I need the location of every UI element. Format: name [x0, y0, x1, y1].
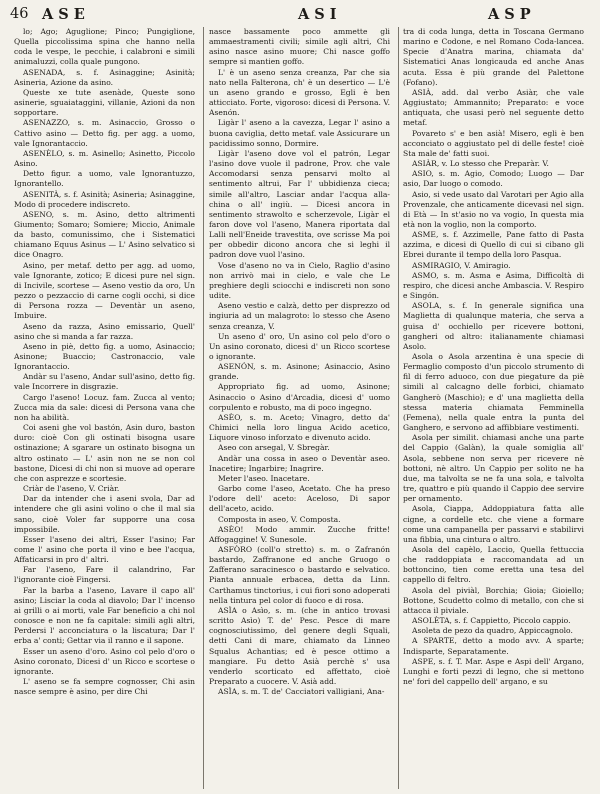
dictionary-entry: Un aseno d' oro, Un asino col pelo d'oro o Un asino coronato, dicesi d' un Ricco scortese o ignorante. — [209, 331, 390, 361]
dictionary-entry: Asola del capèlo, Laccio, Quella fettuccia che raddoppiata e raccomandata ad un bottoncino, tien come eretta una tesa del cappello di feltro. — [403, 544, 584, 585]
dictionary-entry: Povareto s' e ben asià! Misero, egli è ben acconciato o aggiustato pel di delle feste! cioè Sta male de' fatti suoi. — [403, 128, 584, 158]
dictionary-entry: Far la barba a l'aseno, Lavare il capo all' asino; Lisciar la coda al diavolo; Dar l' incenso ai grilli o ai morti, vale Far beneficio a chi nol conosce e non ne fa capitale: simili agli altri, Perdersi l' acconciatura o la liscatura; Dar l' erba a' conti; Gettar via il ranno e il sapone. — [14, 585, 195, 646]
dictionary-entry: Andàr una cossa in aseo o Deventàr aseo. Inacetire; Ingarbire; Inagrire. — [209, 453, 390, 473]
dictionary-entry: Composta in aseo, V. Composta. — [218, 514, 341, 524]
dictionary-entry: Esser un aseno d'oro. Asino col pelo d'oro o Asino coronato, Dicesi d' un Ricco e scortese o ignorante. — [14, 646, 195, 676]
dictionary-entry: ASOLÈTA, s. f. Cappietto, Piccolo cappio. — [412, 616, 571, 626]
dictionary-entry: ASME, s. f. Azzimelle, Pane fatto di Pasta azzima, e dicesi di Quello di cui si cibano gli Ebrei durante il tempo della loro Pasqua. — [403, 230, 584, 260]
dictionary-entry: Dar da intender che i aseni svola, Dar ad intendere che gli asini volino o che il mal sia sano, cioè Voler far supporre una cosa impossibile. — [14, 494, 195, 534]
dictionary-entry: Aseno vestio e calzà, detto per disprezzo od ingiuria ad un malagroto: lo stesso che Aseno senza creanza, V. — [209, 301, 390, 331]
page-number: 46 — [10, 6, 29, 22]
dictionary-entry: Vose d'aseno no va in Cielo, Raglio d'asino non arrivò mai in cielo, e vale che Le preghiere degli sciocchi e indiscreti non sono udite. — [209, 260, 390, 301]
dictionary-entry: Detto figur. a uomo, vale Ignorantuzzo, Ignorantello. — [14, 169, 195, 189]
dictionary-entry: Asio, si vede usato dal Varotari per Agio alla Provenzale, che anticamente dicevasi nel sign. di Età — In st'asio no va vogio, In questa mia età non la voglio, non la comporto. — [403, 189, 584, 229]
dictionary-entry: Esser l'aseno dei altri, Esser l'asino; Far come l' asino che porta il vino e bee l'acqua, Affaticarsi in pro d' altri. — [14, 534, 195, 565]
dictionary-entry: Garbo come l'aseo, Acetato. Che ha preso l'odore dell' aceto: Aceloso, Di sapor dell'aceto, acido. — [209, 484, 390, 514]
dictionary-entry: ASENADA, s. f. Asinaggine; Asinità; Asineria, Azione da asino. — [14, 67, 195, 87]
dictionary-entry: ASENÓN, s. m. Asinone; Asinaccio, Asino grande. — [209, 362, 390, 382]
dictionary-entry: Aseno da razza, Asino emissario, Quell' asino che si manda a far razza. — [14, 321, 195, 341]
header-keyword-right: ASP — [488, 6, 536, 23]
dictionary-entry: Asola, Ciappa, Addoppiatura fatta alle cigne, a cordelle etc. che viene a formare come una campanella per passarvi e stabilirvi una fibbia, una cintura o altro. — [403, 504, 584, 544]
dictionary-entry: Criàr de l'aseno, V. Criàr. — [23, 484, 120, 494]
dictionary-entry: ASPE, s. f. T. Mar. Aspe e Aspi dell' Argano, Lunghi e forti pezzi di legno, che si mettono ne' fori del cappello dell' argano, e su — [403, 656, 584, 686]
dictionary-entry: L' è un aseno senza creanza, Par che sia nato nella Falterona, ch' è un desertico — L'è un aseno grando e grosso, Egli è ben atticciato. Forte, vigoroso: dicesi di Persona. V. Asenón. — [209, 67, 390, 118]
dictionary-entry: ASÌA o Asìo, s. m. (che in antico trovasi scritto Asìo) T. de' Pesc. Pesce di mare cognosciutissimo, del genere degli Squali, detti Cani di mare, chiamato da Linneo Squalus Achantias; ed è pesce ottimo a mangiare. Fu detto Asià perchè s' usa venderlo scorticato ed affettato, cioè Preparato a cuocere. V. Asià add. — [209, 605, 390, 686]
dictionary-entry: Aseo con arsegal, V. Sbregàr. — [218, 443, 330, 453]
text-column-left — [14, 27, 195, 789]
dictionary-entry: Asola per similit. chiamasi anche una parte del Cappio (Galàn), la quale somiglia all' Asola, sebbene non serva per ricevere nè bottoni, nè altro. Un Cappio per solito ne ha due, ma talvolta se ne fa una sola, e talvolta tre, quattro e più quando il Cappio dee servire per ornamento. — [403, 433, 584, 504]
column-divider — [398, 27, 399, 789]
dictionary-entry: ASMIRAGIO, V. Amiragio. — [412, 260, 511, 270]
dictionary-entry: Andàr su l'aseno, Andar sull'asino, detto fig. vale Incorrere in disgrazie. — [14, 372, 195, 392]
dictionary-entry: Ligàr l'aseno dove vol el patrón, Legar l'asino dove vuole il padrone, Prov. che vale Accomodarsi senza pensarvi molto al sentimento altrui, Far l' ubbidienza cieca; simile all'altro, Lasciar andar l'acqua alla-china o all' ingiù. — Dicesi ancora in sentimento strawolto e scherzevole, Ligàr el faron dove vol l'aseno, Manera riportata dal Lalli nell'Eneide travestita, ove scrisse Ma poi per obbedir dicono ancora che si leghi il padron dove vuol l'asino. — [209, 148, 390, 260]
dictionary-entry: A SPARTE, detto a modo avv. A sparte; Indisparte, Separatamente. — [403, 636, 584, 656]
dictionary-entry: ASENITÀ, s. f. Asinità; Asineria; Asinaggine, Modo di procedere indiscreto. — [14, 189, 195, 209]
dictionary-entry: ASIO, s. m. Agio, Comodo; Luogo — Dar asio, Dar luogo o comodo. — [403, 169, 584, 189]
dictionary-entry: Asoleta de pezo da quadro, Appiccagnolo. — [412, 626, 573, 636]
dictionary-entry: Far l'aseno, Fare il calandrino, Far l'ignorante cioè Fingersi. — [14, 565, 195, 585]
text-column-center — [209, 27, 390, 789]
dictionary-entry: Appropriato fig. ad uomo, Asinone; Asinaccio o Asino d'Arcadia, dicesi d' uomo corpulento e robusto, ma di poco ingegno. — [209, 382, 390, 412]
text-column-right — [403, 27, 584, 789]
dictionary-entry: Cargo l'aseno! Locuz. fam. Zucca al vento; Zucca mia da sale: dicesi di Persona vana che non ha abilità. — [14, 392, 195, 422]
dictionary-entry: ASIÀ, add. dal verbo Asiàr, che vale Aggiustato; Ammannito; Preparato: e voce antiquata, che usasi però nel seguente detto metaf. — [403, 87, 584, 128]
dictionary-entry: Asola del piviàl, Borchia; Gioia; Gioiello; Bottone, Scudetto colmo di metallo, con che si attacca il piviale. — [403, 585, 584, 615]
dictionary-entry: ASENAZZO, s. m. Asinaccio, Grosso o Cattivo asino — Detto fig. per agg. a uomo, vale Ignorantaccio. — [14, 118, 195, 148]
dictionary-entry: ASENÈLO, s. m. Asinello; Asinetto, Piccolo Asino. — [14, 148, 195, 169]
page-header — [10, 6, 590, 28]
dictionary-entry: Asola o Asola arzentina è una specie di Fermaglio composto d'un piccolo strumento di fil di ferro aduoco, con due piegature da piè simili al calcagno delle forbici, chiamato Gangherò (Maschio); e d' una maglietta della stessa materia chiamata Femminella (Femena), nella quale entra la punta del Ganghero, e servono ad affibbiare vestimenti. — [403, 352, 584, 433]
dictionary-entry: nasce bassamente poco ammette gli ammaestramenti civili; simile agli altri, Chi asino nasce asino muore; Chi nasce goffo sempre si mantien goffo. — [209, 27, 390, 67]
dictionary-entry: ASÌA, s. m. T. de' Cacciatori valligiani, Ana- — [218, 687, 385, 697]
dictionary-entry: ASÈO! Modo ammir. Zucche fritte! Affogaggine! V. Sunesole. — [209, 524, 390, 544]
header-keyword-center: ASI — [298, 6, 342, 23]
dictionary-entry: Asino, per metaf. detto per agg. ad uomo, vale Ignorante, zotico; E dicesi pure nel sign. di Incivile, scortese — Aseno vestio da oro, Un pezzo o pezzaccio di carne cogli occhi, si dice di Persona rozza — Deventàr un aseno, Imbuire. — [14, 260, 195, 321]
dictionary-entry: Meter l'aseo. Inacetare. — [218, 473, 310, 483]
dictionary-entry: ASENO, s. m. Asino, detto altrimenti Giumento; Somaro; Somiere; Miccio, Animale da basto, comunissimo, che i Sistematici chiamano Equus Asinus — L' Asino selvatico si dice Onagro. — [14, 209, 195, 260]
dictionary-entry: Aseno in piè, detto fig. a uomo, Asinaccio; Asinone; Buaccio; Castronaccio, vale Ignorantaccio. — [14, 341, 195, 372]
dictionary-entry: ASÈO, s. m. Aceto; Vinagro, detto da' Chimici nella loro lingua Acido acetico, Liquore vinoso inforzato e divenuto acido. — [209, 412, 390, 443]
dictionary-entry: Coi aseni ghe vol bastón, Asin duro, baston duro: cioè Con gli ostinati bisogna usare ostinazione; A sgarare un ostinato bisogna un altro ostinato — L' asin non ne se non col bastone, Dicesi di chi non si muove ad operare che con asprezze e scortesie. — [14, 423, 195, 483]
dictionary-entry: L' aseno se fa sempre cognosser, Chi asin nasce sempre è asino, per dire Chi — [14, 677, 195, 697]
dictionary-entry: tra di coda lunga, detta in Toscana Germano marino e Codone, e nel Romano Coda-lancea. Specie d'Anatra marina, chiamata da' Sistematici Anas longicauda ed anche Anas acuta. Essa è più grande del Palettone (Fofano). — [403, 27, 584, 87]
dictionary-entry: ASFÒRO (coll'o stretto) s. m. o Zafranón bastardo, Zaffranone ed anche Gruogo o Zafferano saracinesco o bastardo e selvatico. Pianta annuale erbacea, detta da Linn. Carthamus tinctorius, i cui fiori sono adoperati nella tintura pel color di fuoco e di rosa. — [209, 544, 390, 605]
column-divider — [203, 27, 204, 789]
dictionary-entry: ASMO, s. m. Asma e Asima, Difficoltà di respiro, che dicesi anche Ambascia. V. Respiro e Singón. — [403, 270, 584, 301]
dictionary-entry: ASIÀR, v. Lo stesso che Preparàr. V. — [412, 159, 549, 169]
dictionary-entry: Ligàr l' aseno a la cavezza, Legar l' asino a buona caviglia, detto metaf. vale Assicurare un pacidissimo sonno, Dormire. — [209, 118, 390, 148]
dictionary-entry: ASOLA, s. f. In generale significa una Maglietta di qualunque materia, che serva a guisa d' occhiello per ricevere bottoni, gangheri od altro: italianamente chiamasi Asolo. — [403, 301, 584, 351]
dictionary-entry: Queste xe tute asenàde, Queste sono asinerie, sguaiataggini, villanie, Azioni da non sopportare. — [14, 87, 195, 118]
header-keyword-left: ASE — [42, 6, 90, 23]
dictionary-entry: lo; Ago; Aguglione; Pinco; Pungiglione, Quella piccolissima spina che hanno nella coda le vespe, le pecchie, i calabroni e simili animaluzzi, colla quale pungono. — [14, 27, 195, 67]
